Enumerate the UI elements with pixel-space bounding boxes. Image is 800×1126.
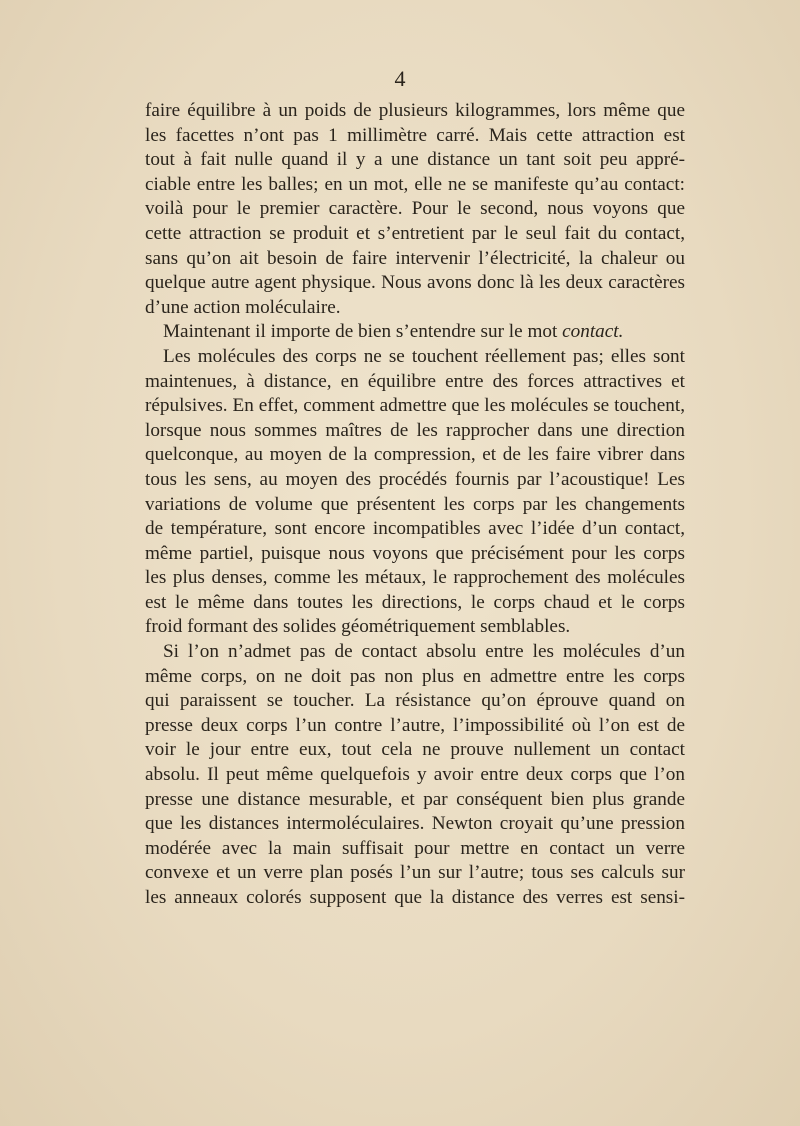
- body-text: [145, 99, 685, 911]
- text-line: presse deux corps l’un contre l’autre, l’impossibilité où l’on est de: [145, 714, 685, 736]
- text-line: quelconque, au moyen de la compression, et de les faire vibrer dans: [145, 444, 685, 466]
- text-line: presse une distance mesurable, et par conséquent bien plus grande: [145, 788, 685, 810]
- text-line: faire équilibre à un poids de plusieurs kilogrammes, lors même que: [145, 100, 685, 121]
- text-line: sans qu’on ait besoin de faire intervenir l’électricité, la chaleur ou: [145, 247, 685, 269]
- text-line: voilà pour le premier caractère. Pour le second, nous voyons que: [145, 198, 685, 220]
- text-line: même partiel, puisque nous voyons que précisément pour les corps: [145, 542, 685, 564]
- emphasized-word: contact.: [562, 321, 624, 343]
- text-line: maintenues, à distance, en équilibre entre des forces attractives et: [145, 370, 685, 392]
- text-line: d’une action moléculaire.: [145, 296, 341, 318]
- text-line: voir le jour entre eux, tout cela ne prouve nullement un contact: [145, 739, 685, 761]
- text-line: les plus denses, comme les métaux, le rapprochement des molécules: [145, 567, 685, 589]
- text-line: lorsque nous sommes maîtres de les rapprocher dans une direction: [145, 419, 685, 441]
- text-line: Maintenant il importe de bien s’entendre sur le mot contact.: [163, 321, 624, 343]
- text-line: de température, sont encore incompatibles avec l’idée d’un contact,: [145, 518, 685, 540]
- text-line: Les molécules des corps ne se touchent réellement pas; elles sont: [163, 345, 685, 367]
- text-line: les anneaux colorés supposent que la distance des verres est sensi-: [145, 887, 685, 908]
- text-line: quelque autre agent physique. Nous avons donc là les deux caractères: [145, 272, 685, 294]
- text-line: ciable entre les balles; en un mot, elle ne se manifeste qu’au contact:: [145, 173, 685, 195]
- text-line: qui paraissent se toucher. La résistance qu’on éprouve quand on: [145, 690, 685, 712]
- text-line: cette attraction se produit et s’entretient par le seul fait du contact,: [145, 222, 685, 244]
- text-line: variations de volume que présentent les corps par les changements: [145, 493, 685, 515]
- text-line: même corps, on ne doit pas non plus en admettre entre les corps: [145, 665, 685, 687]
- text-line: tout à fait nulle quand il y a une distance un tant soit peu appré-: [145, 149, 685, 171]
- text-line: froid formant des solides géométriquement semblables.: [145, 616, 571, 638]
- text-line: Si l’on n’admet pas de contact absolu entre les molécules d’un: [163, 641, 685, 663]
- text-line: que les distances intermoléculaires. Newton croyait qu’une pression: [145, 813, 685, 835]
- page-number: 4: [394, 66, 406, 91]
- text-line: modérée avec la main suffisait pour mettre en contact un verre: [145, 837, 685, 859]
- text-line: les facettes n’ont pas 1 millimètre carré. Mais cette attraction est: [145, 124, 685, 146]
- text-line: est le même dans toutes les directions, le corps chaud et le corps: [145, 591, 685, 613]
- text-line: tous les sens, au moyen des procédés fournis par l’acoustique! Les: [145, 468, 685, 490]
- text-line: absolu. Il peut même quelquefois y avoir entre deux corps que l’on: [145, 764, 685, 786]
- text-line: répulsives. En effet, comment admettre que les molécules se touchent,: [145, 395, 685, 417]
- text-line: convexe et un verre plan posés l’un sur l’autre; tous ses calculs sur: [145, 862, 685, 884]
